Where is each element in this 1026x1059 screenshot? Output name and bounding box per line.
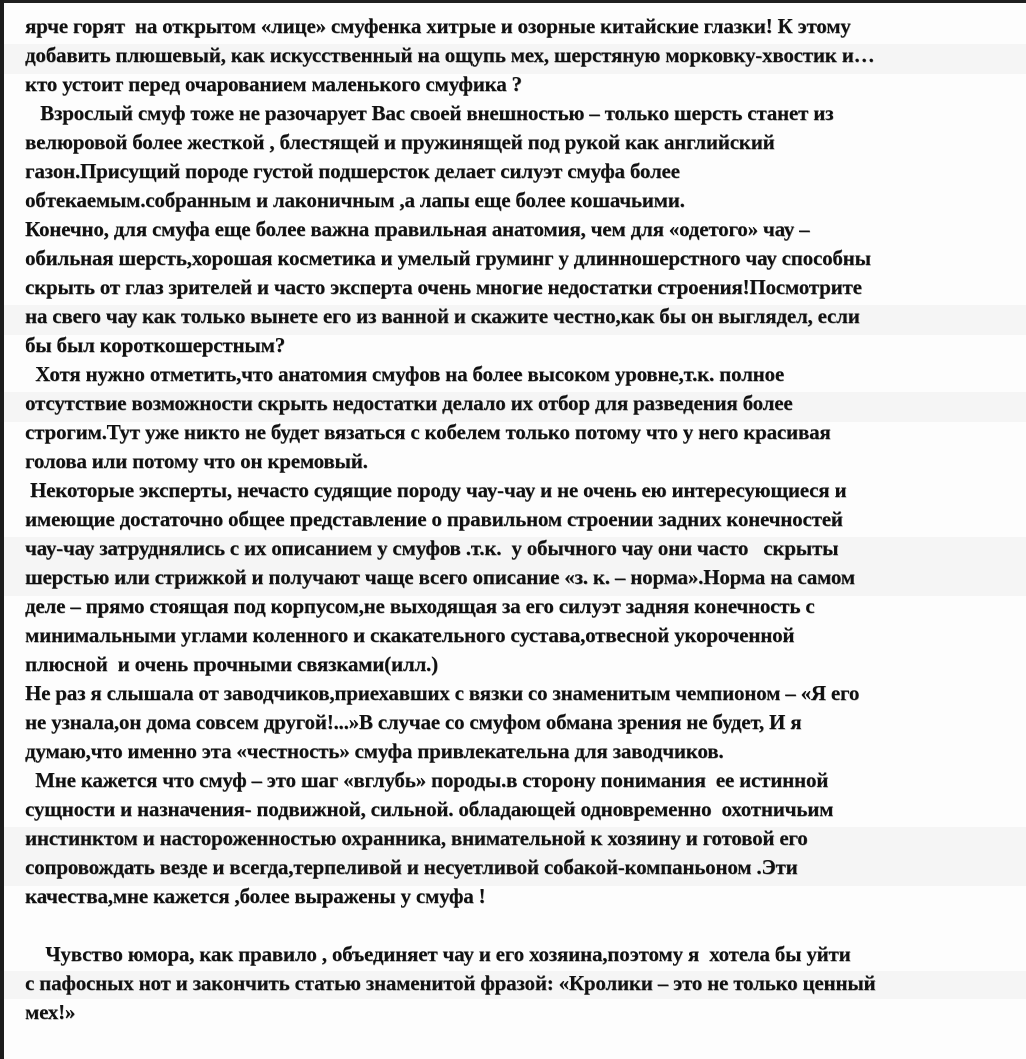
text-line: велюровой более жесткой , блестящей и пружинящей под рукой как английский <box>25 130 775 154</box>
text-line: минимальными углами коленного и скакательного сустава,отвесной укороченной <box>25 623 795 647</box>
text-line: плюсной и очень прочными связками(илл.) <box>25 652 438 676</box>
text-line: Не раз я слышала от заводчиков,приехавших с вязки со знаменитым чемпионом – «Я его <box>25 681 860 705</box>
text-line: инстинктом и настороженностью охранника, внимательной к хозяину и готовой его <box>25 826 808 850</box>
text-line: бы был короткошерстным? <box>25 333 286 357</box>
text-line: отсутствие возможности скрыть недостатки делало их отбор для разведения более <box>25 391 793 415</box>
text-line: обтекаемым.собранным и лаконичным ,а лапы еще более кошачьими. <box>25 188 685 212</box>
article-text-block <box>25 12 1020 1027</box>
text-line: голова или потому что он кремовый. <box>25 449 368 473</box>
text-line: чау-чау затруднялись с их описанием у смуфов .т.к. у обычного чау они часто скрыты <box>25 536 839 560</box>
text-line-blank <box>25 911 1020 940</box>
text-line: сущности и назначения- подвижной, сильной. обладающей одновременно охотничьим <box>25 797 834 821</box>
text-line: ярче горят на открытом «лице» смуфенка хитрые и озорные китайские глазки! К этому <box>25 14 851 38</box>
text-line: строгим.Тут уже никто не будет вязаться с кобелем только потому что у него красивая <box>25 420 831 444</box>
text-line: газон.Присущий породе густой подшерсток делает силуэт смуфа более <box>25 159 680 183</box>
scan-edge-top-artifact <box>0 0 1026 3</box>
text-line: Взрослый смуф тоже не разочарует Вас своей внешностью – только шерсть станет из <box>25 101 834 125</box>
text-line: кто устоит перед очарованием маленького смуфика ? <box>25 72 522 96</box>
text-line: Чувство юмора, как правило , объединяет чау и его хозяина,поэтому я хотела бы уйти <box>25 942 851 966</box>
text-line: деле – прямо стоящая под корпусом,не выходящая за его силуэт задняя конечность с <box>25 594 815 618</box>
text-line: не узнала,он дома совсем другой!...»В случае со смуфом обмана зрения не будет, И я <box>25 710 802 734</box>
text-line: добавить плюшевый, как искусственный на ощупь мех, шерстяную морковку-хвостик и… <box>25 43 875 67</box>
text-line: Хотя нужно отметить,что анатомия смуфов на более высоком уровне,т.к. полное <box>25 362 784 386</box>
text-line: шерстью или стрижкой и получают чаще всего описание «з. к. – норма».Норма на самом <box>25 565 855 589</box>
text-line: качества,мне кажется ,более выражены у смуфа ! <box>25 884 486 908</box>
text-line: мех!» <box>25 1000 76 1024</box>
text-line: Мне кажется что смуф – это шаг «вглубь» породы.в сторону понимания ее истинной <box>25 768 829 792</box>
text-line: сопровождать везде и всегда,терпеливой и несуетливой собакой-компаньоном .Эти <box>25 855 798 879</box>
text-line: Конечно, для смуфа еще более важна правильная анатомия, чем для «одетого» чау – <box>25 217 810 241</box>
text-line: думаю,что именно эта «честность» смуфа привлекательна для заводчиков. <box>25 739 724 763</box>
text-line: на свего чау как только вынете его из ванной и скажите честно,как бы он выглядел, если <box>25 304 860 328</box>
text-line: обильная шерсть,хорошая косметика и умелый груминг у длинношерстного чау способны <box>25 246 871 270</box>
text-line: Некоторые эксперты, нечасто судящие породу чау-чау и не очень ею интересующиеся и <box>25 478 847 502</box>
text-line: с пафосных нот и закончить статью знаменитой фразой: «Кролики – это не только ценный <box>25 971 876 995</box>
scan-edge-left-artifact <box>0 0 4 1059</box>
text-line: имеющие достаточно общее представление о правильном строении задних конечностей <box>25 507 843 531</box>
text-line: скрыть от глаз зрителей и часто эксперта очень многие недостатки строения!Посмотрите <box>25 275 862 299</box>
